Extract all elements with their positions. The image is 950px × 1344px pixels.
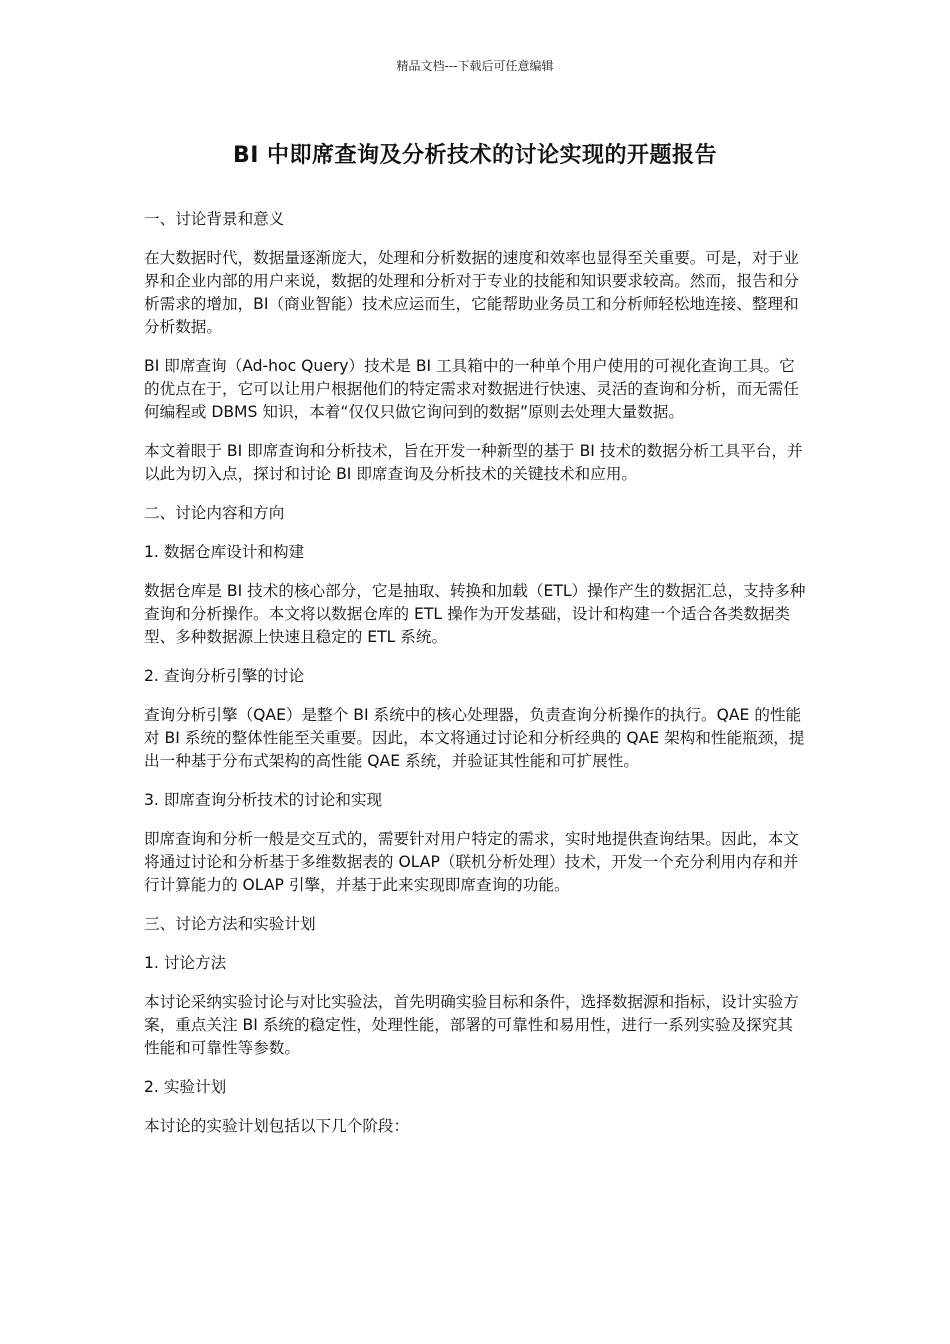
subheading-method: 1. 讨论方法: [144, 954, 227, 972]
document-title: BI 中即席查询及分析技术的讨论实现的开题报告: [232, 143, 718, 168]
paragraph-background-2: BI 即席查询（Ad-hoc Query）技术是 BI 工具箱中的一种单个用户使用的可视化查询工具。它的优点在于，它可以让用户根据他们的特定需求对数据进行快速、灵活的查询和分析，而无需任何编程或 DBMS 知识，本着“仅仅只做它询问到的数据”原则去处理大量数据。: [144, 357, 799, 421]
subheading-adhoc-query: 3. 即席查询分析技术的讨论和实现: [144, 791, 383, 809]
paragraph-plan: 本讨论的实验计划包括以下几个阶段：: [144, 1117, 410, 1135]
subheading-query-engine: 2. 查询分析引擎的讨论: [144, 667, 305, 685]
paragraph-background-3: 本文着眼于 BI 即席查询和分析技术，旨在开发一种新型的基于 BI 技术的数据分析工具平台，并以此为切入点，探讨和讨论 BI 即席查询及分析技术的关键技术和应用。: [144, 442, 803, 483]
section-heading-content: 二、讨论内容和方向: [144, 504, 285, 522]
section-heading-background: 一、讨论背景和意义: [144, 210, 285, 228]
subheading-data-warehouse: 1. 数据仓库设计和构建: [144, 543, 305, 561]
paragraph-method: 本讨论采纳实验讨论与对比实验法，首先明确实验目标和条件，选择数据源和指标，设计实验方案，重点关注 BI 系统的稳定性，处理性能，部署的可靠性和易用性，进行一系列实验及探究其性能和可靠性等参数。: [144, 993, 799, 1057]
paragraph-adhoc-query: 即席查询和分析一般是交互式的，需要针对用户特定的需求，实时地提供查询结果。因此，本文将通过讨论和分析基于多维数据表的 OLAP（联机分析处理）技术，开发一个充分利用内存和并行计算能力的 OLAP 引擎，并基于此来实现即席查询的功能。: [144, 830, 799, 894]
paragraph-query-engine: 查询分析引擎（QAE）是整个 BI 系统中的核心处理器，负责查询分析操作的执行。QAE 的性能对 BI 系统的整体性能至关重要。因此，本文将通过讨论和分析经典的 QAE 架构和性能瓶颈，提出一种基于分布式架构的高性能 QAE 系统，并验证其性能和可扩展性。: [144, 706, 805, 770]
header-note: 精品文档---下载后可任意编辑: [396, 59, 554, 73]
paragraph-background-1: 在大数据时代，数据量逐渐庞大，处理和分析数据的速度和效率也显得至关重要。可是，对于业界和企业内部的用户来说，数据的处理和分析对于专业的技能和知识要求较高。然而，报告和分析需求的增加，BI（商业智能）技术应运而生，它能帮助业务员工和分析师轻松地连接、整理和分析数据。: [144, 249, 799, 336]
section-heading-method: 三、讨论方法和实验计划: [144, 915, 316, 933]
subheading-plan: 2. 实验计划: [144, 1078, 227, 1096]
document-body: [144, 208, 808, 1154]
paragraph-data-warehouse: 数据仓库是 BI 技术的核心部分，它是抽取、转换和加载（ETL）操作产生的数据汇总，支持多种查询和分析操作。本文将以数据仓库的 ETL 操作为开发基础，设计和构建一个适合各类数据类型、多种数据源上快速且稳定的 ETL 系统。: [144, 582, 806, 646]
